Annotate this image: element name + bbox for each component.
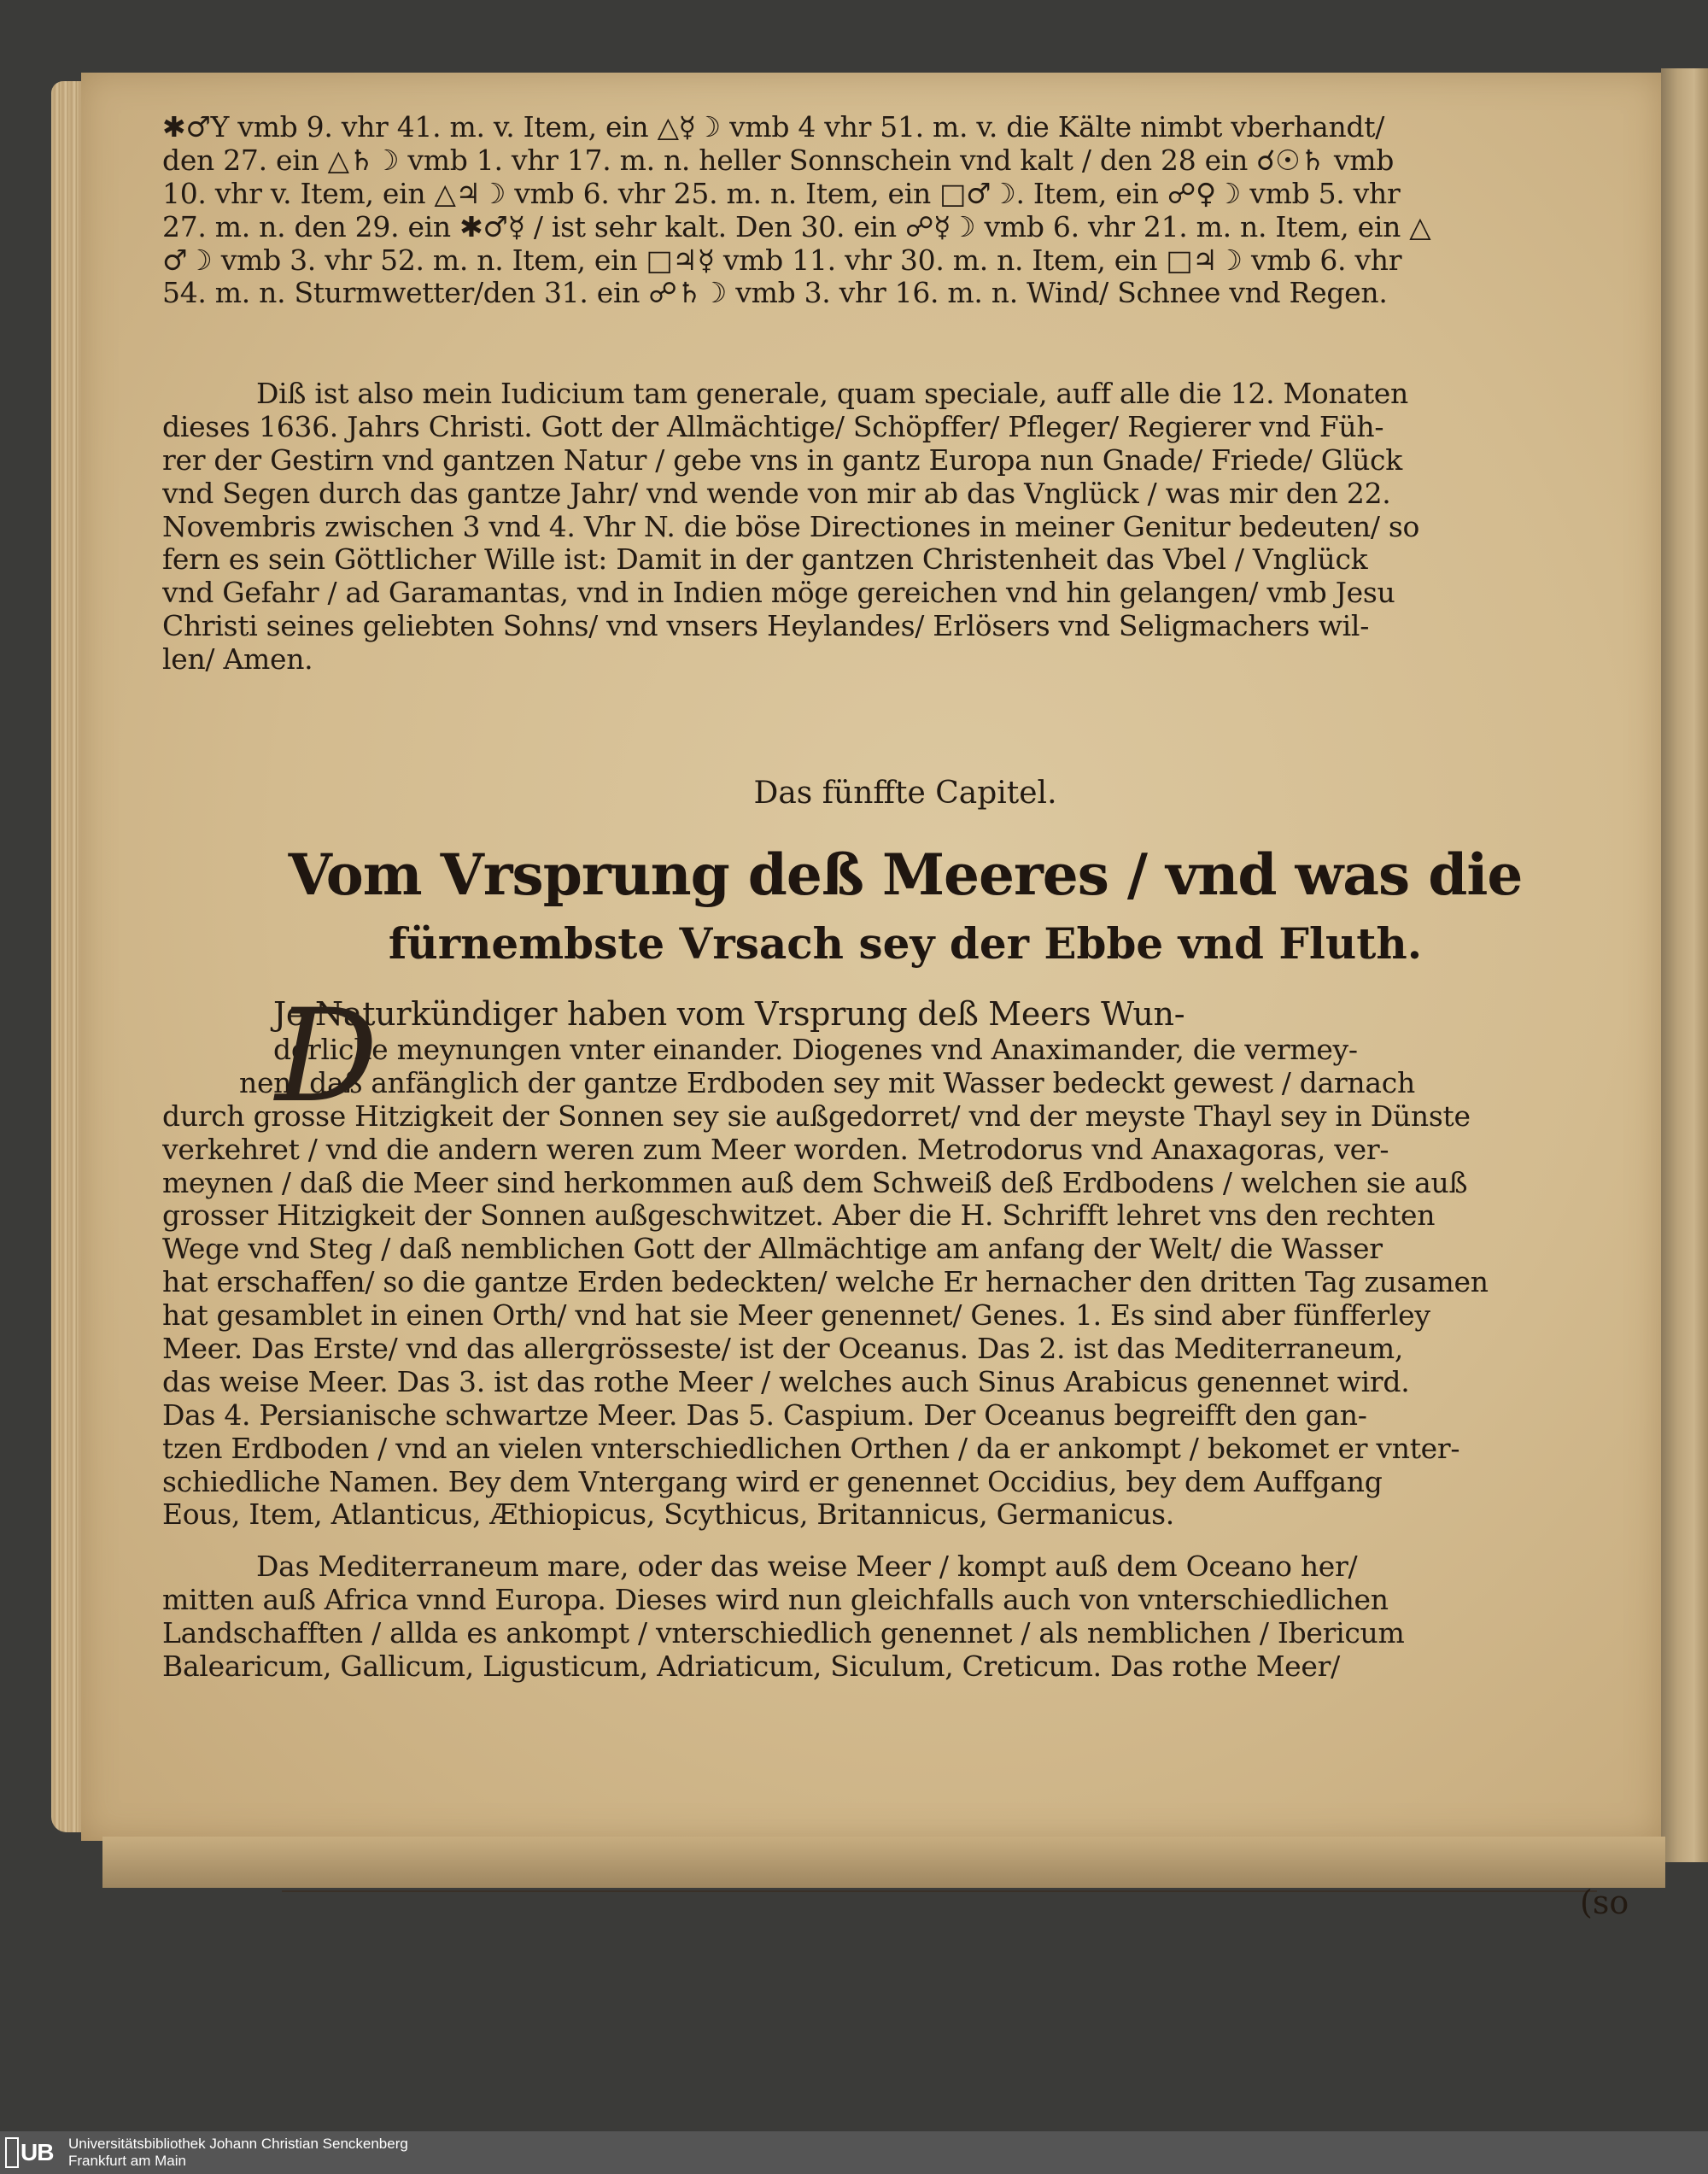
text-line: hat gesamblet in einen Orth/ vnd hat sie Meer genennet/ Genes. 1. Es sind aber fünfferley [162,1299,1430,1333]
text-line: mitten auß Africa vnnd Europa. Dieses wird nun gleichfalls auch von vnterschiedlichen [162,1583,1389,1616]
decorative-drop-cap: D [275,982,378,1131]
text-line: Balearicum, Gallicum, Ligusticum, Adriaticum, Siculum, Creticum. Das rothe Meer/ [162,1650,1340,1683]
text-line: 54. m. n. Sturmwetter/den 31. ein ☍♄☽ vmb 3. vhr 16. m. n. Wind/ Schnee vnd Regen. [162,277,1388,310]
text-line: Diß ist also mein Iudicium tam generale, quam speciale, auff alle die 12. Monaten [256,378,1408,410]
text-line: Das Mediterraneum mare, oder das weise Meer / kompt auß dem Oceano her/ [256,1550,1358,1583]
text-line: schiedliche Namen. Bey dem Vntergang wird er genennet Occidius, bey dem Auffgang [162,1465,1383,1498]
text-line: Eous, Item, Atlanticus, Æthiopicus, Scythicus, Britannicus, Germanicus. [162,1498,1174,1532]
text-line: fern es sein Göttlicher Wille ist: Damit in der gantzen Christenheit das Vbel / Vnglück [162,543,1368,577]
ub-logo [5,2136,58,2170]
text-line: Meer. Das Erste/ vnd das allergrösseste/ ist der Oceanus. Das 2. ist das Mediterraneum, [162,1333,1404,1366]
paragraph-2 [162,378,1648,677]
text-line: meynen / daß die Meer sind herkommen auß dem Schweiß deß Erdbodens / welchen sie auß [162,1166,1468,1199]
library-name-line-2: Frankfurt am Main [68,2153,186,2169]
library-footer-bar [0,2131,1708,2174]
text-line: 27. m. n. den 29. ein ✱♂☿ / ist sehr kalt. Den 30. ein ☍☿☽ vmb 6. vhr 21. m. n. Item, ein △ [162,210,1431,243]
ub-logo-text: UB [20,2139,54,2165]
chapter-heading: Das fünffte Capitel. [753,776,1057,811]
text-line: Wege vnd Steg / daß nemblichen Gott der Allmächtige am anfang der Welt/ die Wasser [162,1233,1383,1266]
library-name-line-1: Universitätsbibliothek Johann Christian Senckenberg [68,2136,408,2152]
paragraph-3 [162,982,1648,1532]
text-line: durch grosse Hitzigkeit der Sonnen sey sie außgedorret/ vnd der meyste Thayl sey in Dünste [162,1099,1471,1133]
bottom-rule [282,1890,1597,1892]
text-line: den 27. ein △♄☽ vmb 1. vhr 17. m. n. heller Sonnschein vnd kalt / den 28 ein ☌☉♄ vmb [162,144,1395,177]
paragraph-4 [162,1550,1648,1684]
text-line: Je Naturkündiger haben vom Vrsprung deß Meers Wun- [273,995,1185,1033]
book-gutter [1661,68,1708,1862]
text-line: das weise Meer. Das 3. ist das rothe Meer / welches auch Sinus Arabicus genennet wird. [162,1365,1410,1398]
page-bottom-edge [102,1837,1665,1888]
text-line: nen/ daß anfänglich der gantze Erdboden sey mit Wasser bedeckt gewest / darnach [239,1066,1415,1099]
text-line: Das 4. Persianische schwartze Meer. Das 5. Caspium. Der Oceanus begreifft den gan- [162,1398,1367,1432]
text-line: ♂☽ vmb 3. vhr 52. m. n. Item, ein □♃☿ vmb 11. vhr 30. m. n. Item, ein □♃☽ vmb 6. vhr [162,243,1402,277]
text-line: vnd Segen durch das gantze Jahr/ vnd wende von mir ab das Vnglück / was mir den 22. [162,477,1391,510]
text-line: 10. vhr v. Item, ein △♃☽ vmb 6. vhr 25. m. n. Item, ein □♂☽. Item, ein ☍♀☽ vmb 5. vhr [162,177,1401,210]
chapter-title-line-1: Vom Vrsprung deß Meeres / vnd was die [288,841,1523,908]
chapter-title-line-2: fürnembste Vrsach sey der Ebbe vnd Fluth. [388,918,1423,969]
catchword: (so [1580,1884,1629,1921]
text-line: rer der Gestirn vnd gantzen Natur / gebe vns in gantz Europa nun Gnade/ Friede/ Glück [162,443,1402,477]
text-line: grosser Hitzigkeit der Sonnen außgeschwitzet. Aber die H. Schrifft lehret vns den rechten [162,1199,1436,1233]
text-line: vnd Gefahr / ad Garamantas, vnd in Indien möge gereichen vnd hin gelangen/ vmb Jesu [162,577,1395,610]
text-line: len/ Amen. [162,643,313,677]
text-line: Christi seines geliebten Sohns/ vnd vnsers Heylandes/ Erlösers vnd Seligmachers wil- [162,610,1370,643]
text-line: Novembris zwischen 3 vnd 4. Vhr N. die böse Directiones in meiner Genitur bedeuten/ so [162,510,1420,543]
text-line: dieses 1636. Jahrs Christi. Gott der Allmächtige/ Schöpffer/ Pfleger/ Regierer vnd Füh- [162,410,1384,443]
text-line: derliche meynungen vnter einander. Diogenes vnd Anaximander, die vermey- [273,1034,1358,1066]
text-line: ✱♂Y vmb 9. vhr 41. m. v. Item, ein △☿☽ vmb 4 vhr 51. m. v. die Kälte nimbt vberhandt/ [162,111,1385,144]
text-line: hat erschaffen/ so die gantze Erden bedeckten/ welche Er hernacher den dritten Tag zusamen [162,1266,1489,1299]
paragraph-1 [162,111,1648,310]
text-line: tzen Erdboden / vnd an vielen vnterschiedlichen Orthen / da er ankompt / bekomet er vnter- [162,1432,1460,1465]
ub-logo-mark-icon [5,2137,19,2168]
text-line: Landschafften / allda es ankompt / vnterschiedlich genennet / als nemblichen / Ibericum [162,1616,1405,1650]
text-line: verkehret / vnd die andern weren zum Meer worden. Metrodorus vnd Anaxagoras, ver- [162,1133,1389,1166]
library-name [68,2136,408,2170]
